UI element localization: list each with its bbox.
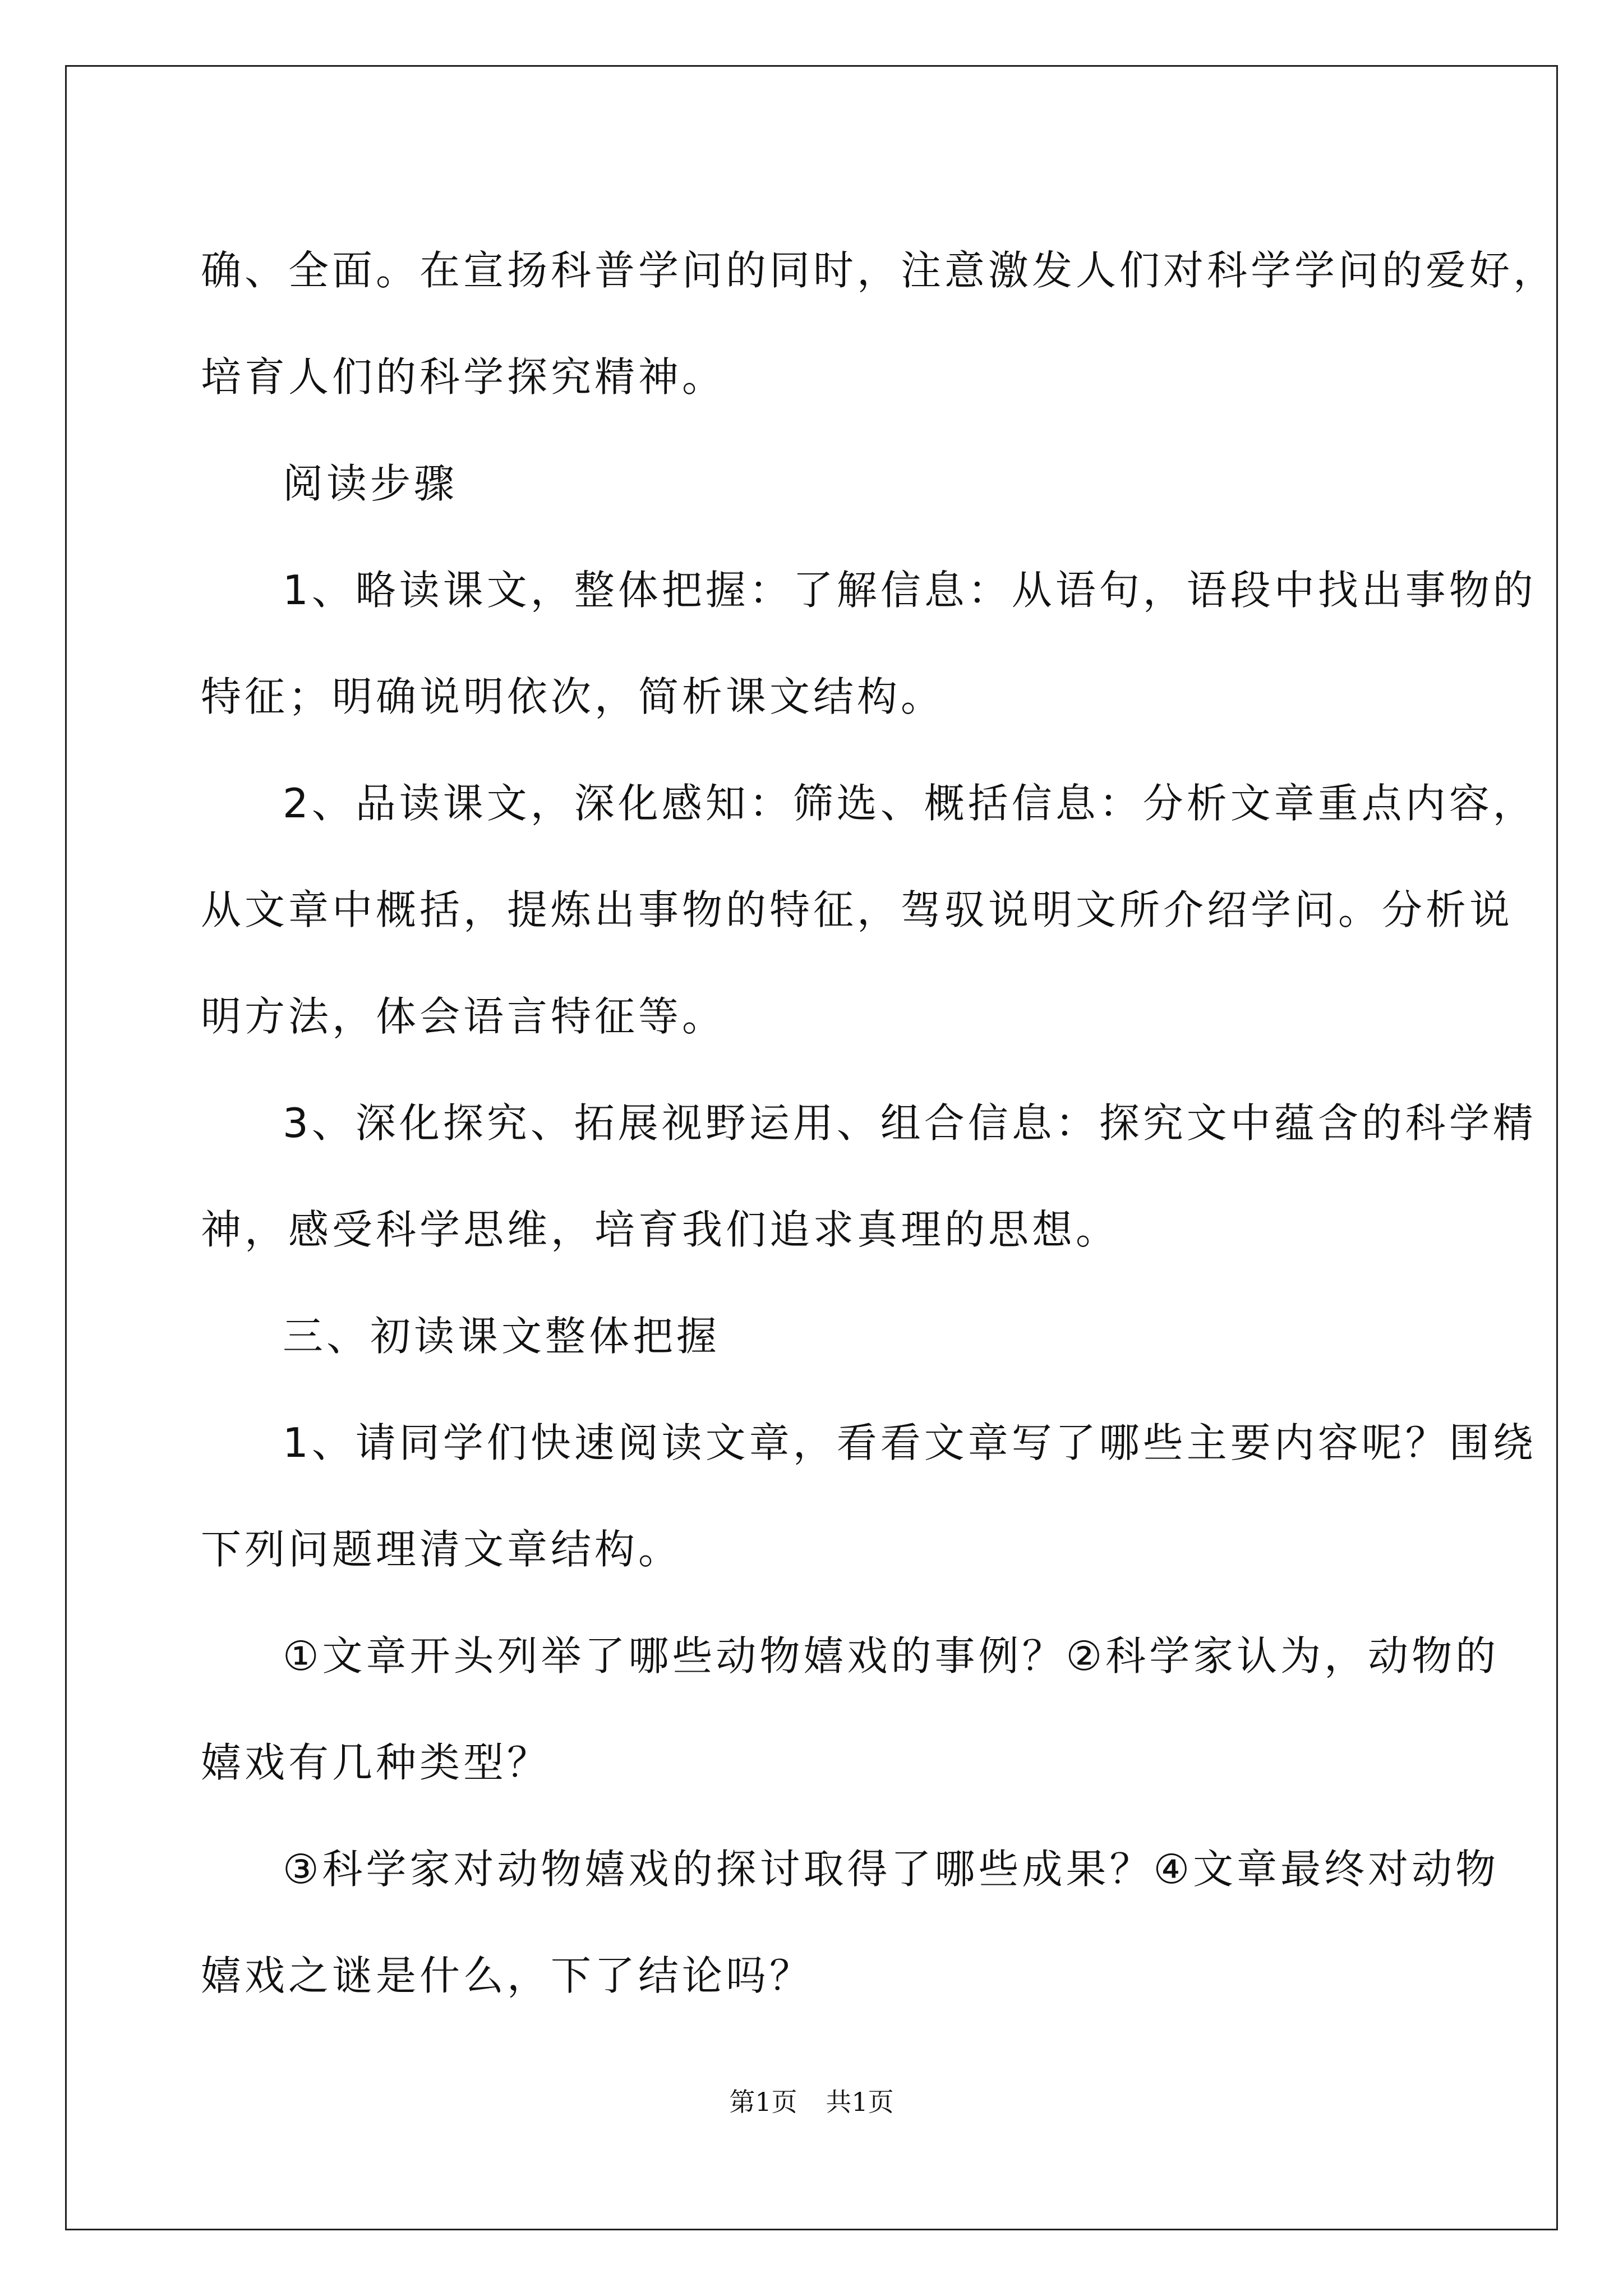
text-line: 特征；明确说明依次，简析课文结构。 [201, 673, 945, 720]
page-total: 共1页 [826, 2087, 894, 2117]
section-heading: 三、初读课文整体把握 [283, 1313, 721, 1360]
text-line: 确、全面。在宣扬科普学问的同时，注意激发人们对科学学问的爱好， [201, 247, 1557, 294]
page-footer [0, 2085, 1623, 2119]
page-number: 第1页 [729, 2087, 797, 2117]
text-line: 明方法，体会语言特征等。 [201, 993, 726, 1040]
text-line: 神，感受科学思维，培育我们追求真理的思想。 [201, 1206, 1120, 1253]
text-line: 1、略读课文，整体把握：了解信息：从语句，语段中找出事物的 [283, 567, 1537, 614]
text-line: 嬉戏之谜是什么，下了结论吗？ [201, 1952, 814, 1999]
section-heading: 阅读步骤 [283, 460, 458, 507]
text-line: 3、深化探究、拓展视野运用、组合信息：探究文中蕴含的科学精 [283, 1099, 1537, 1147]
text-line: 嬉戏有几种类型？ [201, 1739, 551, 1786]
text-line: 2、品读课文，深化感知：筛选、概括信息：分析文章重点内容， [283, 780, 1537, 827]
text-line: ①文章开头列举了哪些动物嬉戏的事例？②科学家认为，动物的 [283, 1632, 1500, 1680]
text-line: 下列问题理清文章结构。 [201, 1526, 683, 1573]
text-line: ③科学家对动物嬉戏的探讨取得了哪些成果？④文章最终对动物 [283, 1846, 1500, 1893]
text-line: 1、请同学们快速阅读文章，看看文章写了哪些主要内容呢？围绕 [283, 1419, 1537, 1466]
document-body [201, 217, 1557, 2029]
text-line: 培育人们的科学探究精神。 [201, 353, 726, 401]
text-line: 从文章中概括，提炼出事物的特征，驾驭说明文所介绍学问。分析说 [201, 886, 1514, 933]
